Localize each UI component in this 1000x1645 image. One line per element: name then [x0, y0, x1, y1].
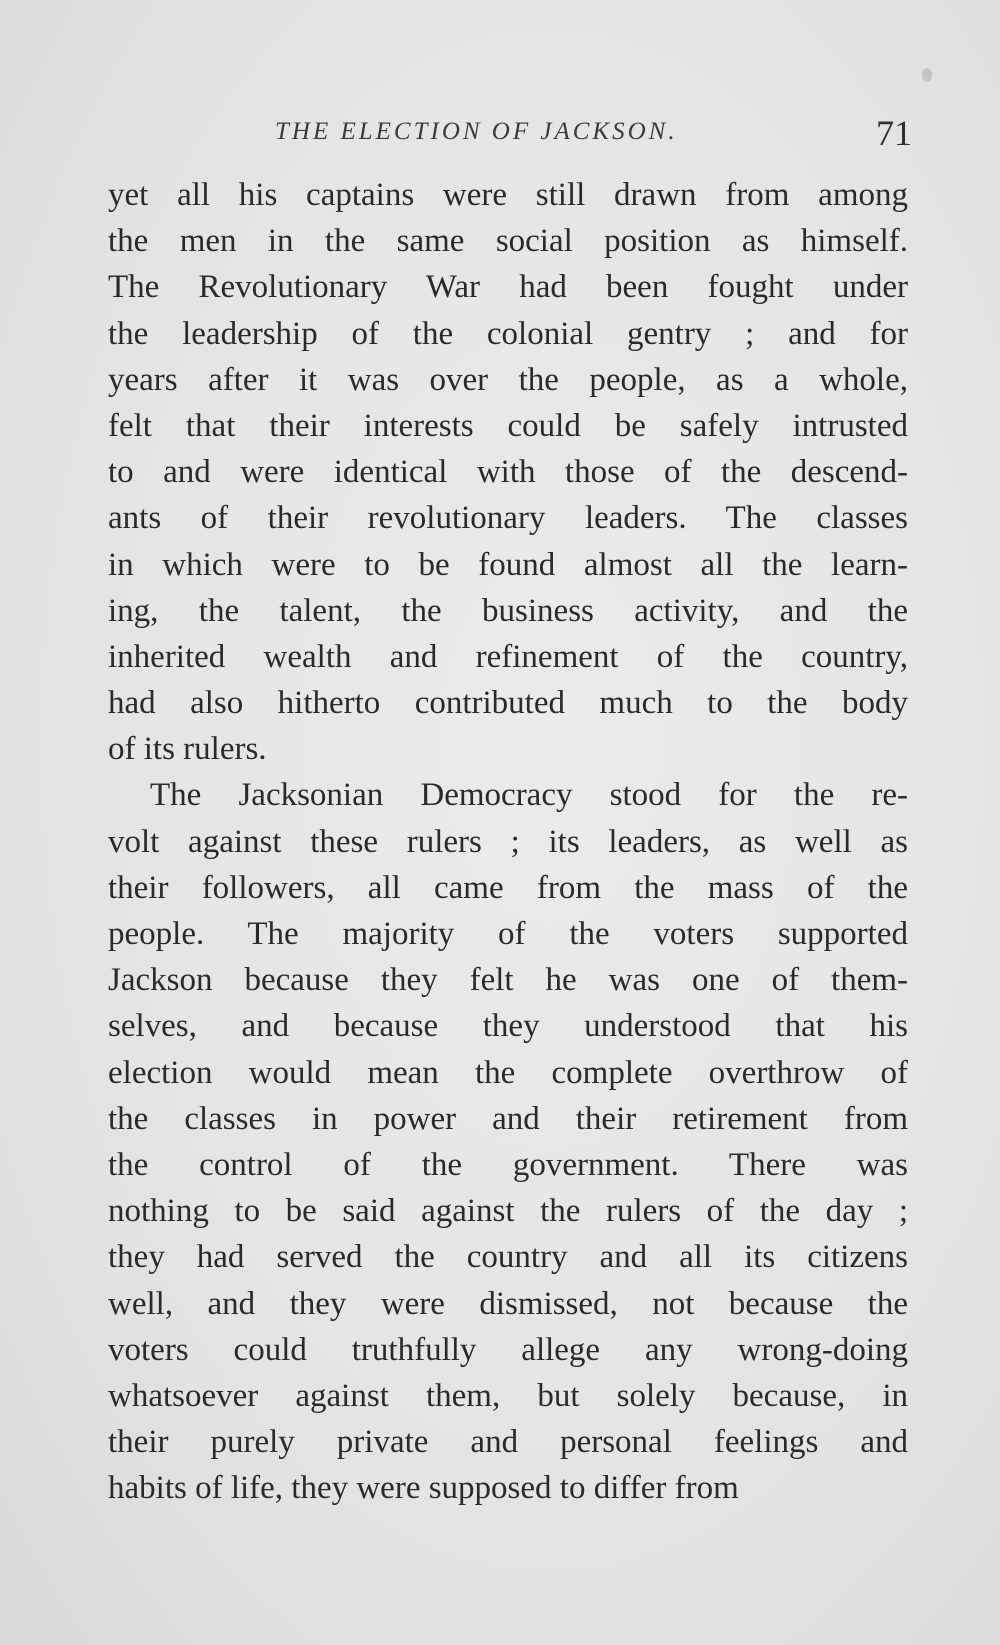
text-line: ants of their revolutionary leaders. The classes [108, 500, 908, 537]
text-line: voters could truthfully allege any wrong-doing [108, 1331, 908, 1368]
text-line: had also hitherto contributed much to the body [108, 685, 908, 722]
text-line: The Revolutionary War had been fought under [108, 269, 908, 306]
running-title: THE ELECTION OF JACKSON. [275, 118, 678, 145]
text-line: the men in the same social position as himself. [108, 223, 908, 260]
text-line: The Jacksonian Democracy stood for the re- [150, 777, 908, 814]
text-line: volt against these rulers ; its leaders, as well as [108, 823, 908, 860]
text-line: to and were identical with those of the descend- [108, 454, 908, 491]
text-line: well, and they were dismissed, not because the [108, 1285, 908, 1322]
paragraph [108, 172, 908, 772]
text-line: the leadership of the colonial gentry ; and for [108, 315, 908, 352]
text-line: election would mean the complete overthrow of [108, 1054, 908, 1091]
text-line: nothing to be said against the rulers of the day ; [108, 1193, 908, 1230]
text-line: people. The majority of the voters supported [108, 916, 908, 952]
page-header [110, 112, 920, 162]
text-line: Jackson because they felt he was one of them- [108, 962, 908, 999]
text-line: felt that their interests could be safely intrusted [108, 407, 908, 444]
text-line: inherited wealth and refinement of the country, [108, 638, 908, 675]
text-line: yet all his captains were still drawn from among [108, 177, 908, 213]
text-line: in which were to be found almost all the learn- [108, 546, 908, 583]
page-smudge [922, 68, 932, 82]
body-text [108, 172, 908, 1511]
page-number: 71 [876, 113, 912, 153]
text-line: the classes in power and their retirement from [108, 1100, 908, 1137]
text-line: habits of life, they were supposed to differ from [108, 1470, 739, 1507]
text-line: the control of the government. There was [108, 1146, 908, 1183]
text-line: their followers, all came from the mass of the [108, 869, 908, 906]
text-line: of its rulers. [108, 731, 267, 768]
text-line: they had served the country and all its citizens [108, 1239, 908, 1276]
text-line: ing, the talent, the business activity, and the [108, 592, 908, 629]
text-line: whatsoever against them, but solely because, in [108, 1377, 908, 1414]
text-line: selves, and because they understood that his [108, 1008, 908, 1045]
text-line: their purely private and personal feelings and [108, 1424, 908, 1461]
paragraph [108, 772, 908, 1511]
text-line: years after it was over the people, as a whole, [108, 361, 908, 398]
